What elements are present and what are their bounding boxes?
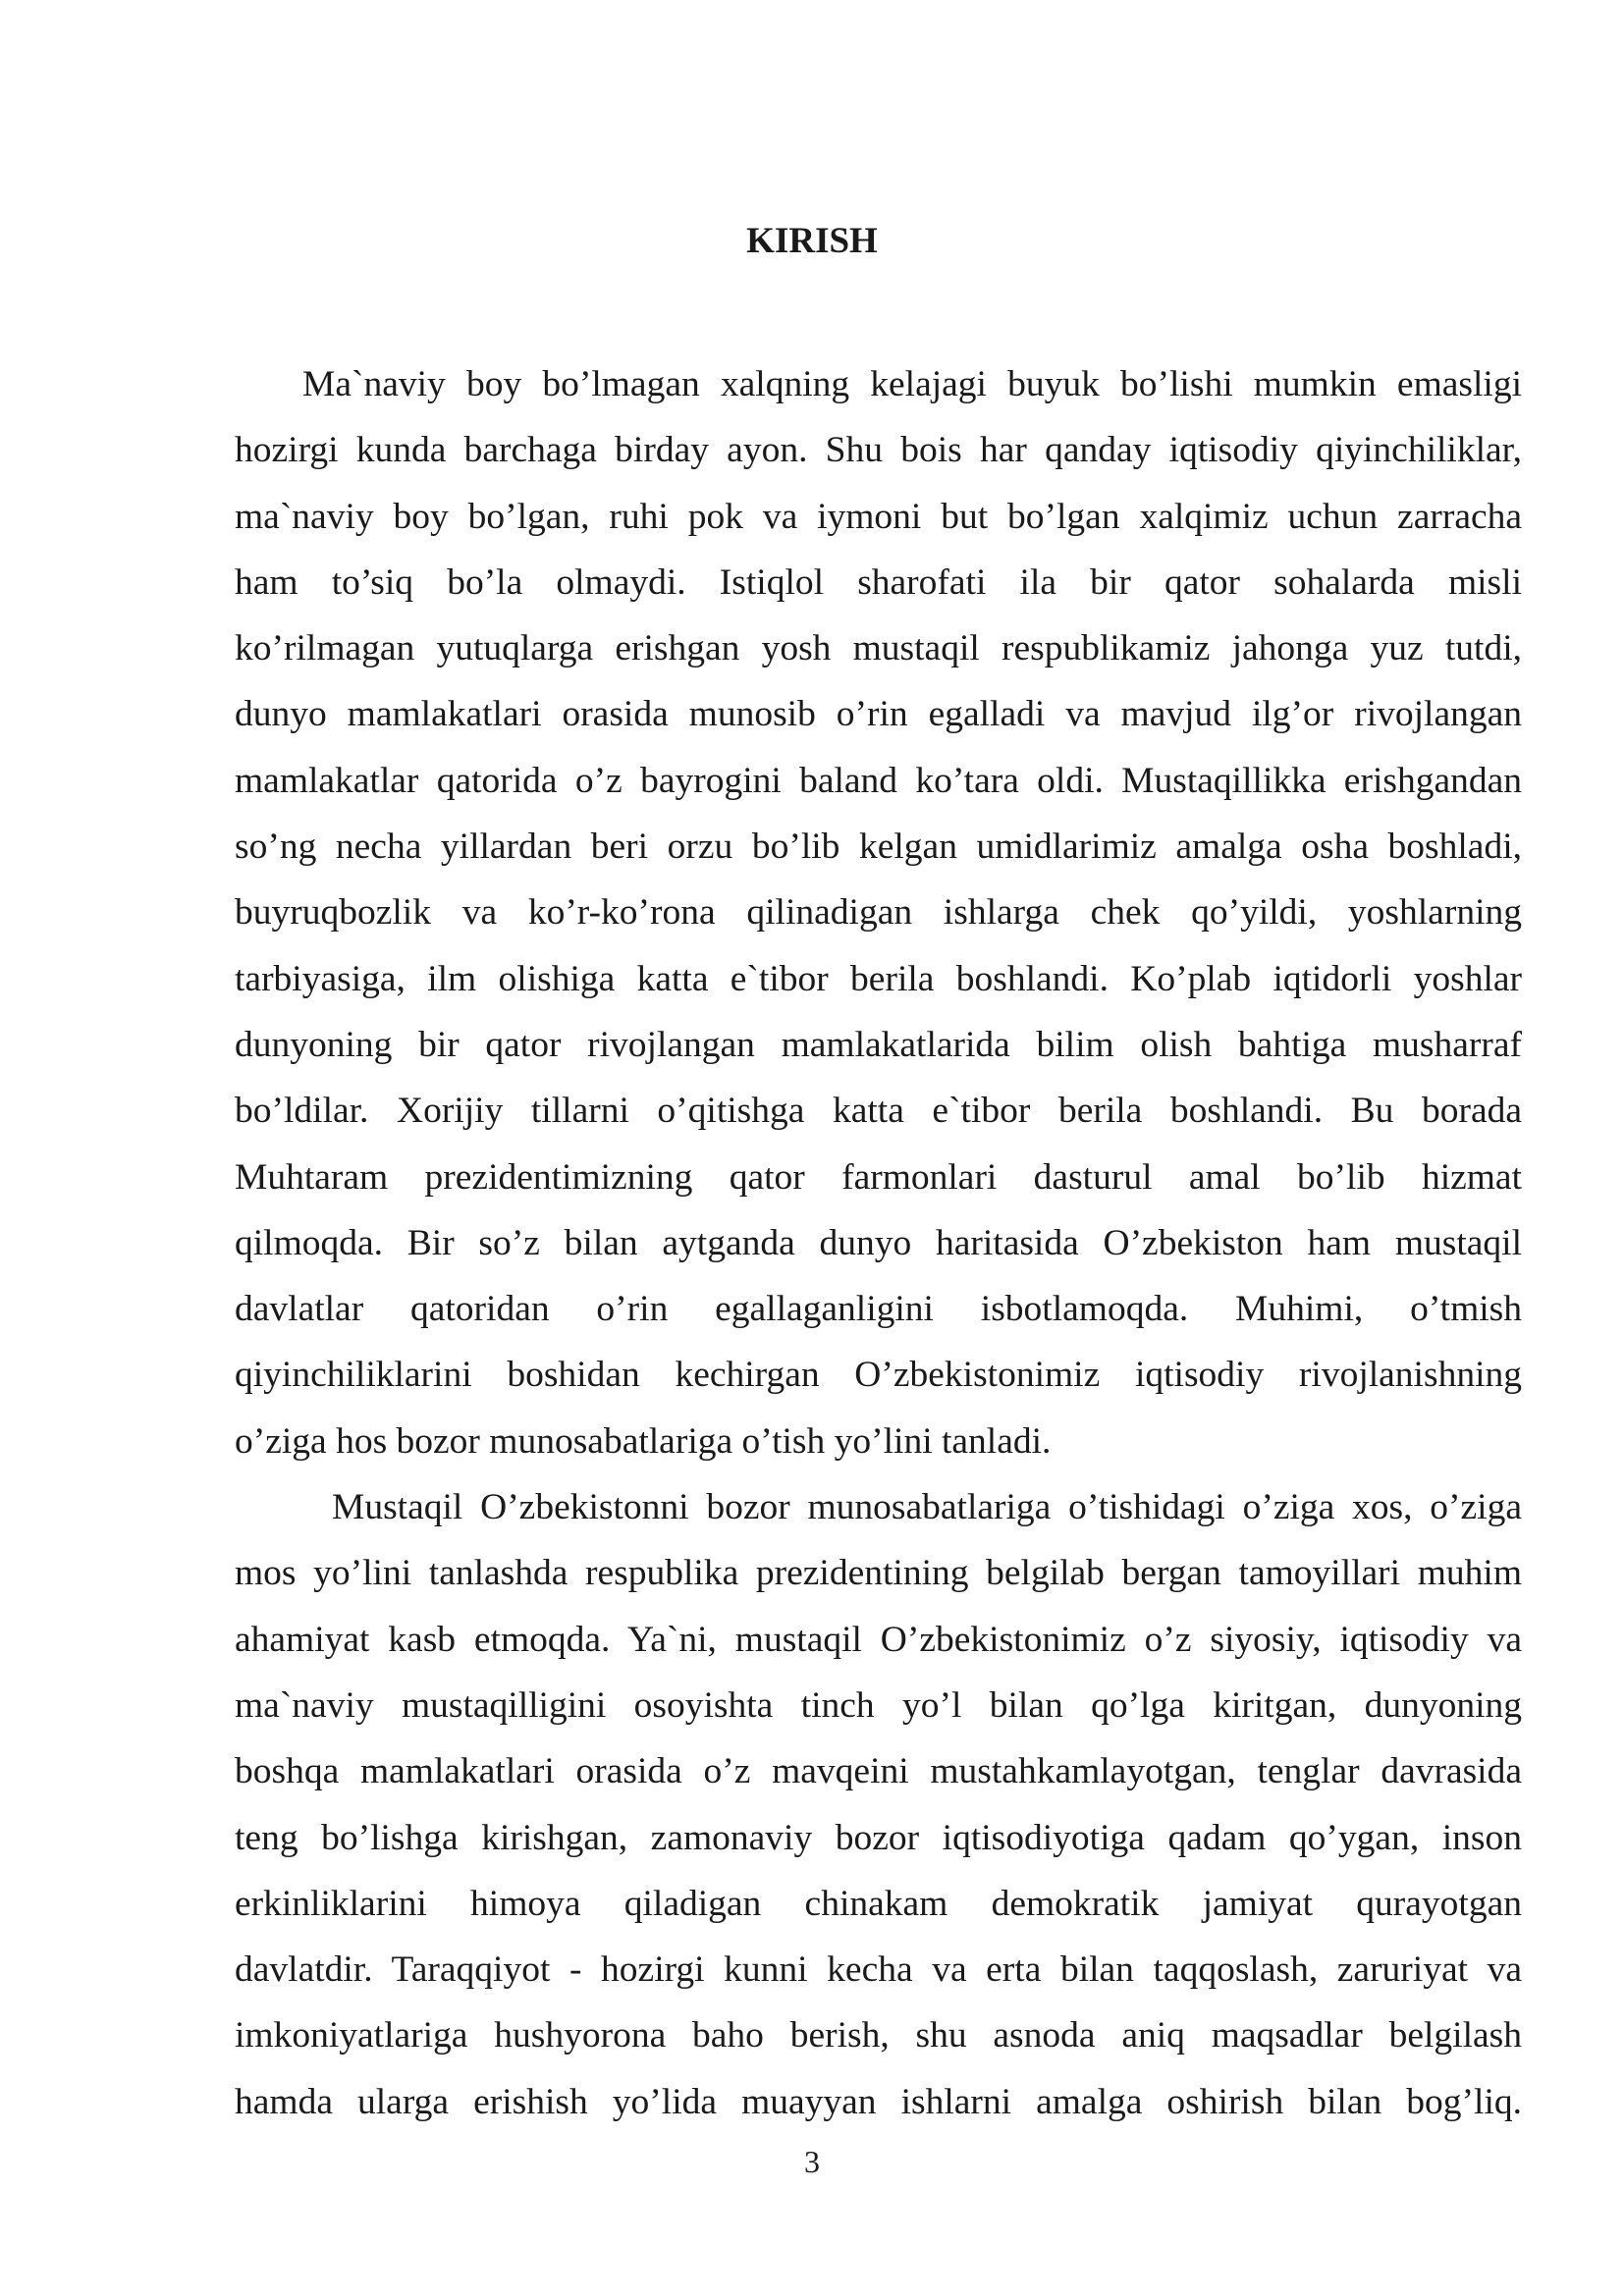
page-number: 3 bbox=[804, 2144, 820, 2179]
text-line: teng bo’lishga kirishgan, zamonaviy bozor iqtisodiyotiga qadam qo’ygan, inson bbox=[235, 1817, 1522, 1858]
text-line: qiyinchiliklarini boshidan kechirgan O’zbekistonimiz iqtisodiy rivojlanishning bbox=[235, 1355, 1522, 1396]
text-line: hamda ularga erishish yo’lida muayyan ishlarni amalga oshirish bilan bog’liq. bbox=[235, 2081, 1522, 2122]
text-line: erkinliklarini himoya qiladigan chinakam demokratik jamiyat qurayotgan bbox=[235, 1883, 1522, 1924]
text-line: davlatdir. Taraqqiyot - hozirgi kunni kecha va erta bilan taqqoslash, zaruriyat va bbox=[235, 1949, 1522, 1991]
text-line: imkoniyatlariga hushyorona baho berish, shu asnoda aniq maqsadlar belgilash bbox=[235, 2015, 1522, 2056]
text-line: bo’ldilar. Xorijiy tillarni o’qitishga katta e`tibor berila boshlandi. Bu borada bbox=[235, 1091, 1522, 1132]
text-line: ham to’siq bo’la olmaydi. Istiqlol sharofati ila bir qator sohalarda misli bbox=[235, 561, 1522, 603]
text-line: mos yo’lini tanlashda respublika prezidentining belgilab bergan tamoyillari muhim bbox=[235, 1553, 1522, 1594]
text-line: ko’rilmagan yutuqlarga erishgan yosh mustaqil respublikamiz jahonga yuz tutdi, bbox=[235, 628, 1522, 669]
text-line: ahamiyat kasb etmoqda. Ya`ni, mustaqil O’zbekistonimiz o’z siyosiy, iqtisodiy va bbox=[235, 1619, 1522, 1660]
text-line: qilmoqda. Bir so’z bilan aytganda dunyo haritasida O’zbekiston ham mustaqil bbox=[235, 1222, 1522, 1263]
text-line: so’ng necha yillardan beri orzu bo’lib kelgan umidlarimiz amalga osha boshladi, bbox=[235, 827, 1522, 868]
text-line: dunyoning bir qator rivojlangan mamlakatlarida bilim olish bahtiga musharraf bbox=[235, 1024, 1522, 1065]
text-line: Mustaqil O’zbekistonni bozor munosabatlariga o’tishidagi o’ziga xos, o’ziga bbox=[332, 1487, 1522, 1528]
text-line: buyruqbozlik va ko’r-ko’rona qilinadigan ishlarga chek qo’yildi, yoshlarning bbox=[235, 892, 1522, 934]
body-text bbox=[235, 351, 1522, 2135]
text-line: Ma`naviy boy bo’lmagan xalqning kelajagi buyuk bo’lishi mumkin emasligi bbox=[302, 364, 1522, 404]
text-line: davlatlar qatoridan o’rin egallaganligini isbotlamoqda. Muhimi, o’tmish bbox=[235, 1289, 1522, 1330]
text-line: boshqa mamlakatlari orasida o’z mavqeini mustahkamlayotgan, tenglar davrasida bbox=[235, 1751, 1522, 1792]
text-line: ma`naviy boy bo’lgan, ruhi pok va iymoni but bo’lgan xalqimiz uchun zarracha bbox=[235, 496, 1522, 537]
text-line: dunyo mamlakatlari orasida munosib o’rin egalladi va mavjud ilg’or rivojlangan bbox=[235, 694, 1522, 735]
text-line: tarbiyasiga, ilm olishiga katta e`tibor berila boshlandi. Ko’plab iqtidorli yoshlar bbox=[235, 958, 1522, 999]
page-title: KIRISH bbox=[746, 221, 878, 261]
text-line: hozirgi kunda barchaga birday ayon. Shu bois har qanday iqtisodiy qiyinchiliklar, bbox=[235, 430, 1522, 471]
text-line: Muhtaram prezidentimizning qator farmonlari dasturul amal bo’lib hizmat bbox=[235, 1156, 1522, 1198]
text-line: ma`naviy mustaqilligini osoyishta tinch yo’l bilan qo’lga kiritgan, dunyoning bbox=[235, 1684, 1522, 1726]
text-line: mamlakatlar qatorida o’z bayrogini baland ko’tara oldi. Mustaqillikka erishgandan bbox=[235, 760, 1522, 801]
text-line: o’ziga hos bozor munosabatlariga o’tish yo’lini tanladi. bbox=[235, 1420, 1052, 1462]
